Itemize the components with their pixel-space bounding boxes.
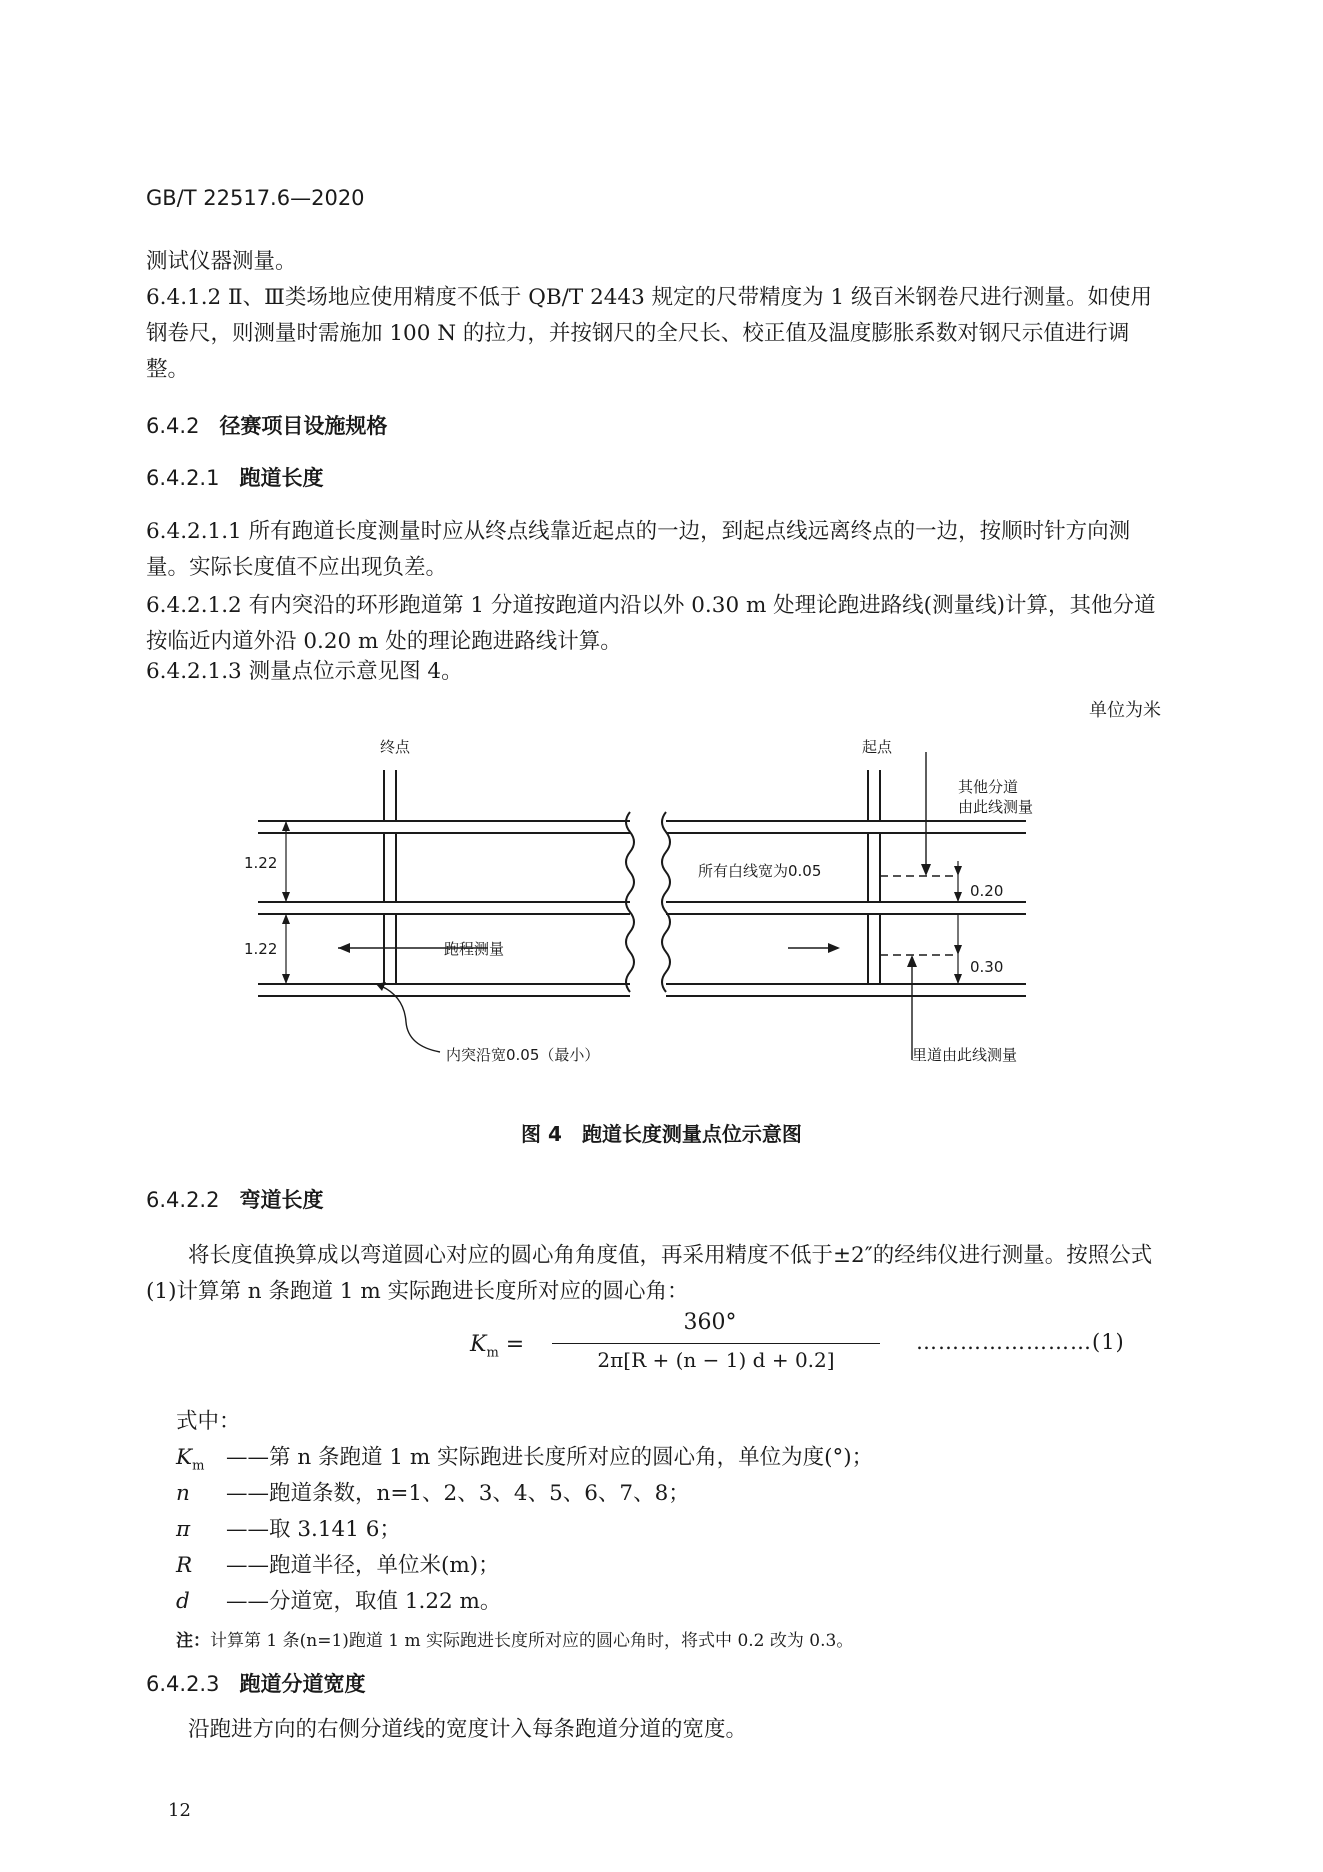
heading-6-4-2	[146, 410, 387, 440]
formula-denominator: 2π[R + (n − 1) d + 0.2]	[597, 1348, 835, 1372]
paragraph-6-4-2-1-1: 6.4.2.1.1 所有跑道长度测量时应从终点线靠近起点的一边，到起点线远离终点的一边，按顺时针方向测量。实际长度值不应出现负差。	[146, 519, 1131, 580]
where-item-r: R ——跑道半径，单位米(m)；	[176, 1553, 500, 1578]
figure-caption	[0, 1118, 1323, 1147]
label-start: 起点	[862, 738, 893, 756]
formula-1	[470, 1310, 835, 1390]
figure-number: 图 4	[521, 1122, 562, 1146]
heading-6-4-2-2	[146, 1184, 323, 1214]
paragraph-6-4-2-1-2: 6.4.2.1.2 有内突沿的环形跑道第 1 分道按跑道内沿以外 0.30 m 处理论跑进路线(测量线)计算，其他分道按临近内道外沿 0.20 m 处的理论跑进路线计算。	[146, 593, 1156, 654]
paragraph-6-4-2-2: 将长度值换算成以弯道圆心对应的圆心角角度值，再采用精度不低于±2″的经纬仪进行测量。按照公式(1)计算第 n 条跑道 1 m 实际跑进长度所对应的圆心角：	[146, 1243, 1153, 1304]
fraction-bar	[552, 1343, 880, 1344]
track-measurement-diagram	[244, 726, 1038, 1064]
where-item-d: d ——分道宽，取值 1.22 m。	[176, 1589, 502, 1614]
dim-lane-width-2: 1.22	[244, 940, 278, 958]
formula-number: ……………………(1)	[916, 1330, 1125, 1354]
label-inner-lane: 里道由此线测量	[912, 1046, 1018, 1064]
page-number: 12	[168, 1800, 191, 1821]
heading-title: 跑道长度	[239, 466, 324, 490]
where-label: 式中：	[176, 1409, 241, 1434]
where-item-pi: π ——取 3.141 6；	[176, 1517, 401, 1542]
label-white-lines: 所有白线宽为0.05	[698, 862, 822, 880]
heading-title: 跑道分道宽度	[239, 1672, 366, 1696]
heading-number: 6.4.2.3	[146, 1672, 220, 1696]
formula-lhs: $K_m$ =	[470, 1332, 525, 1361]
dim-0-30: 0.30	[970, 958, 1004, 976]
note: 注：计算第 1 条(n=1)跑道 1 m 实际跑进长度所对应的圆心角时，将式中 0.2 改为 0.3。	[176, 1631, 854, 1651]
label-kerb: 内突沿宽0.05（最小）	[446, 1046, 600, 1064]
heading-title: 径赛项目设施规格	[219, 414, 388, 438]
paragraph-6-4-2-1-3: 6.4.2.1.3 测量点位示意见图 4。	[146, 659, 463, 684]
formula-numerator: 360°	[683, 1310, 737, 1335]
heading-number: 6.4.2.1	[146, 466, 220, 490]
label-finish: 终点	[380, 738, 411, 756]
heading-6-4-2-1	[146, 462, 323, 492]
heading-6-4-2-3	[146, 1668, 365, 1698]
paragraph-6-4-2-3: 沿跑进方向的右侧分道线的宽度计入每条跑道分道的宽度。	[188, 1717, 748, 1742]
heading-number: 6.4.2	[146, 414, 200, 438]
unit-label: 单位为米	[1089, 700, 1161, 721]
paragraph-6-4-1-2: 6.4.1.2 Ⅱ、Ⅲ类场地应使用精度不低于 QB/T 2443 规定的尺带精度为 1 级百米钢卷尺进行测量。如使用钢卷尺，则测量时需施加 100 N 的拉力，并按钢尺的全尺长、校正值及温度膨胀系数对钢尺示值进行调整。	[146, 285, 1152, 382]
document-header: GB/T 22517.6—2020	[146, 186, 365, 210]
heading-title: 弯道长度	[239, 1188, 324, 1212]
dim-0-20: 0.20	[970, 882, 1004, 900]
figure-title: 跑道长度测量点位示意图	[581, 1122, 802, 1146]
paragraph-continued: 测试仪器测量。	[146, 249, 297, 274]
label-race-measure: 跑程测量	[444, 940, 505, 958]
label-other-lanes-line1: 其他分道	[958, 778, 1019, 796]
where-item-n: n ——跑道条数，n=1、2、3、4、5、6、7、8；	[176, 1481, 690, 1506]
heading-number: 6.4.2.2	[146, 1188, 220, 1212]
label-other-lanes-line2: 由此线测量	[958, 798, 1034, 816]
dim-lane-width-1: 1.22	[244, 854, 278, 872]
where-item-km: $K_m$ ——第 n 条跑道 1 m 实际跑进长度所对应的圆心角，单位为度(°)；	[176, 1445, 874, 1474]
